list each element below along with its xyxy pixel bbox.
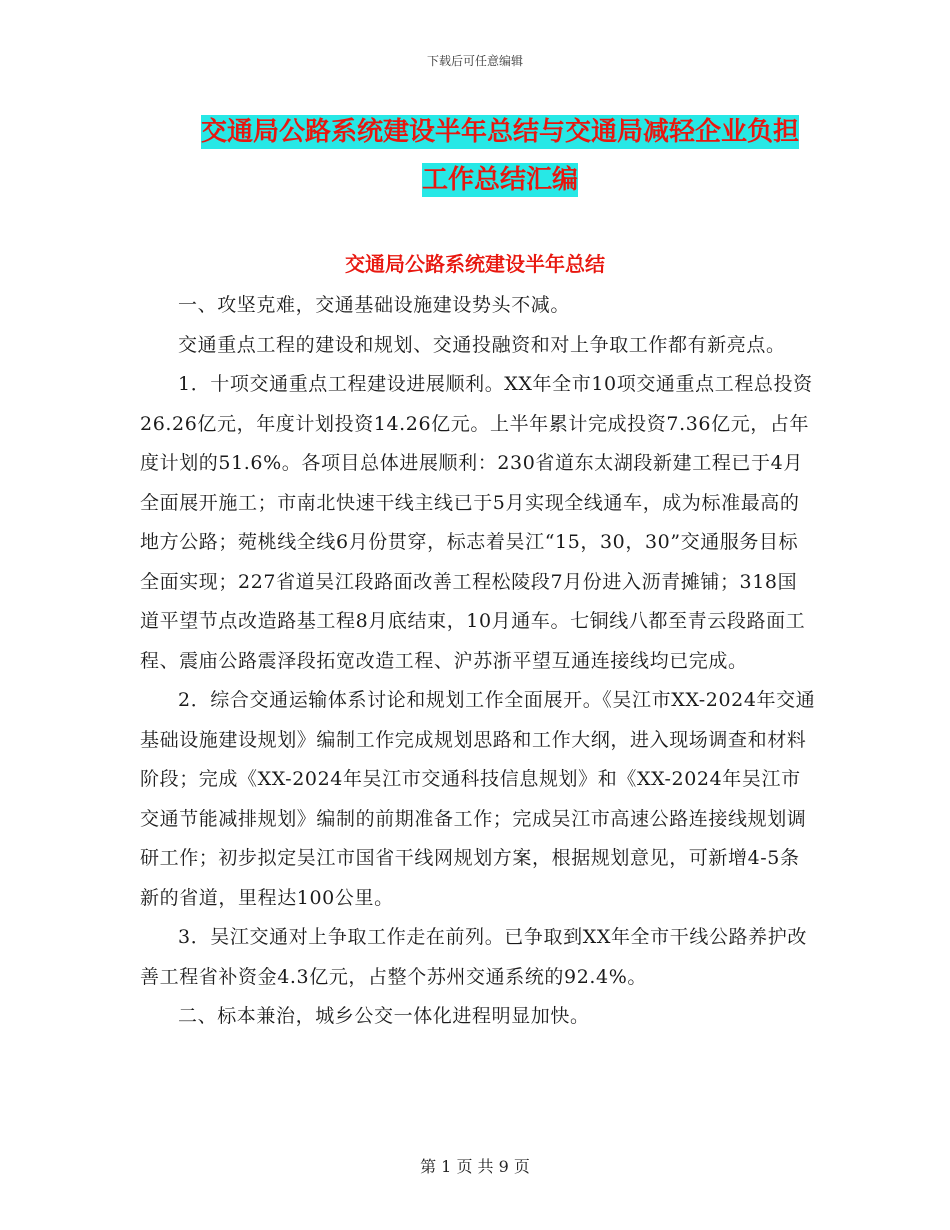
paragraph: 3．吴江交通对上争取工作走在前列。已争取到XX年全市干线公路养护改善工程省补资金4.3亿元，占整个苏州交通系统的92.4%。 <box>140 926 807 988</box>
paragraph: 1．十项交通重点工程建设进展顺利。XX年全市10项交通重点工程总投资26.26亿元，年度计划投资14.26亿元。上半年累计完成投资7.36亿元，占年度计划的51.6%。各项目总体进展顺利：230省道东太湖段新建工程已于4月全面展开施工；市南北快速干线主线已于5月实现全线通车，成为标准最高的地方公路；菀桃线全线6月份贯穿，标志着吴江“15，30，30”交通服务目标全面实现；227省道吴江段路面改善工程松陵段7月份进入沥青摊铺；318国道平望节点改造路基工程8月底结束，10月通车。七铜线八都至青云段路面工程、震庙公路震泽段拓宽改造工程、沪苏浙平望互通连接线均已完成。 <box>140 373 813 672</box>
body-text <box>140 286 816 1037</box>
paragraph: 二、标本兼治，城乡公交一体化进程明显加快。 <box>178 1005 590 1027</box>
section-title: 交通局公路系统建设半年总结 <box>345 252 605 276</box>
paragraph: 交通重点工程的建设和规划、交通投融资和对上争取工作都有新亮点。 <box>178 333 786 356</box>
page-footer: 第 1 页 共 9 页 <box>420 1157 530 1176</box>
document-title-line-2: 工作总结汇编 <box>421 165 578 195</box>
header-note: 下载后可任意编辑 <box>426 54 523 68</box>
paragraph: 2．综合交通运输体系讨论和规划工作全面展开。《吴江市XX-2024年交通基础设施建设规划》编制工作完成规划思路和工作大纲，进入现场调查和材料阶段；完成《XX-2024年吴江市交通科技信息规划》和《XX-2024年吴江市交通节能减排规划》编制的前期准备工作；完成吴江市高速公路连接线规划调研工作；初步拟定吴江市国省干线网规划方案，根据规划意见，可新增4-5条新的省道，里程达100公里。 <box>140 689 816 909</box>
paragraph: 一、攻坚克难，交通基础设施建设势头不减。 <box>178 294 571 316</box>
document-title <box>140 108 860 204</box>
document-title-line-1: 交通局公路系统建设半年总结与交通局减轻企业负担 <box>200 117 799 147</box>
